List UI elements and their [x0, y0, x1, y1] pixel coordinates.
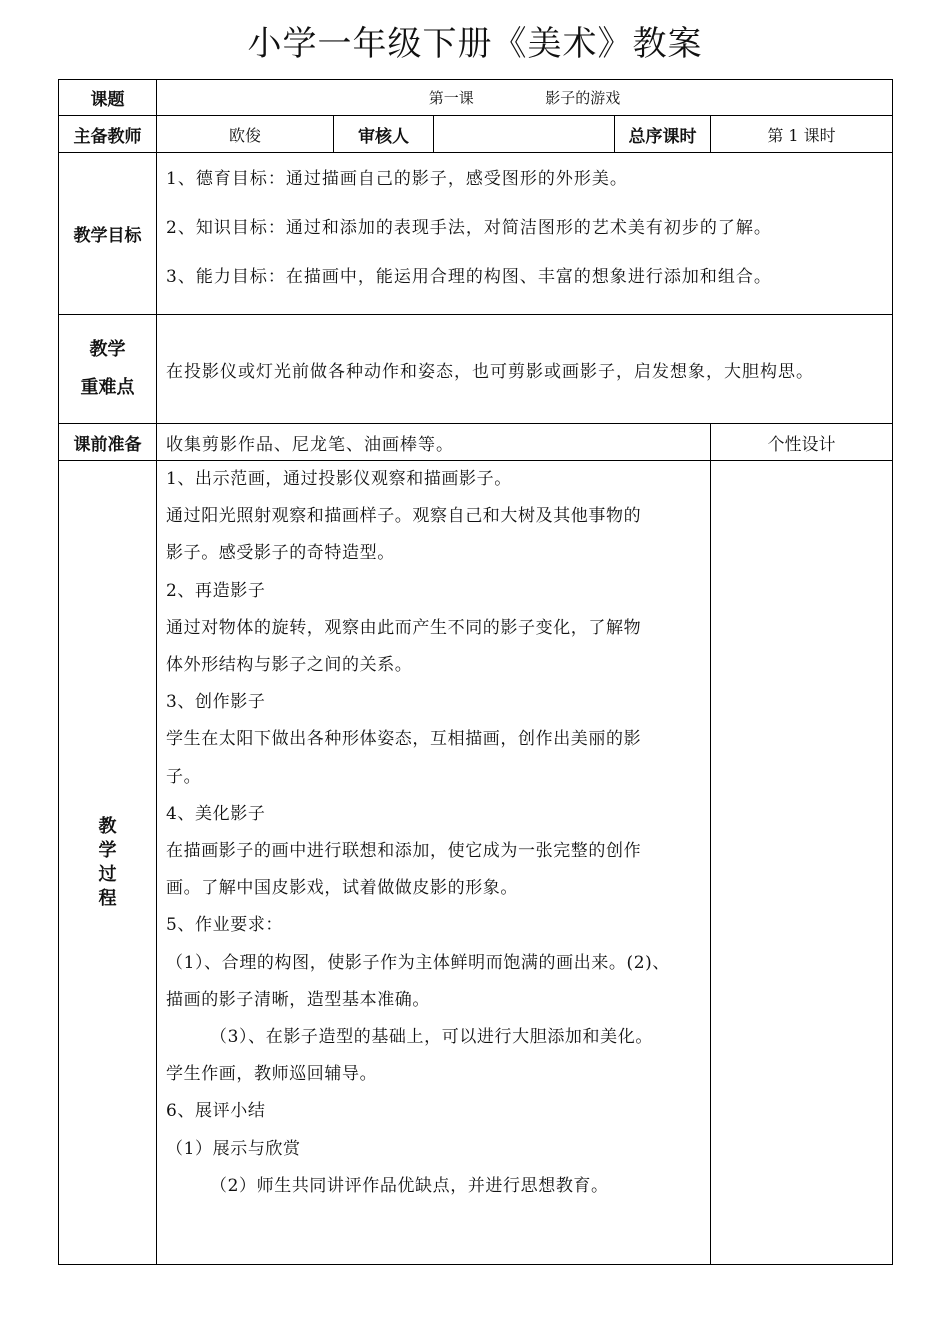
process-line: 6、展评小结: [166, 1101, 266, 1122]
difficulty-label: [59, 315, 157, 424]
lesson-number: 第一课: [428, 89, 474, 107]
process-line: （1）展示与欣赏: [166, 1138, 301, 1159]
teacher-label: 主备教师: [59, 116, 157, 153]
process-line: 画。了解中国皮影戏，试着做做皮影的形象。: [166, 878, 518, 899]
reviewer-label: 审核人: [334, 116, 434, 153]
goals-label: 教学目标: [59, 153, 157, 315]
process-line: 描画的影子清晰，造型基本准确。: [166, 989, 430, 1010]
goal-item: 3、能力目标：在描画中，能运用合理的构图、丰富的想象进行添加和组合。: [166, 267, 772, 287]
teacher-row: [59, 116, 893, 153]
process-line: 子。: [166, 766, 202, 787]
process-line: （2）师生共同讲评作品优缺点，并进行思想教育。: [210, 1175, 609, 1196]
process-line: 5、作业要求：: [166, 915, 284, 936]
process-label-char: 过: [98, 863, 117, 885]
process-line: 4、美化影子: [166, 803, 266, 824]
prep-text: 收集剪影作品、尼龙笔、油画棒等。: [157, 424, 711, 461]
process-label-char: 程: [98, 887, 117, 909]
topic-label: 课题: [59, 80, 157, 116]
goals-cell: [157, 153, 893, 315]
process-line: 3、创作影子: [166, 692, 266, 713]
goal-item: 1、德育目标：通过描画自己的影子，感受图形的外形美。: [166, 169, 628, 189]
difficulty-label-line: 教学: [89, 339, 126, 360]
process-line: （3）、在影子造型的基础上，可以进行大胆添加和美化。: [210, 1027, 653, 1048]
period-label: 总序课时: [615, 116, 711, 153]
process-line: 1、出示范画，通过投影仪观察和描画影子。: [166, 469, 512, 489]
document-title: 小学一年级下册《美术》教案: [247, 24, 703, 64]
lesson-title-cell: [157, 80, 893, 116]
topic-row: [59, 80, 893, 116]
prep-label: 课前准备: [59, 424, 157, 461]
process-line: 学生在太阳下做出各种形体姿态，互相描画，创作出美丽的影: [166, 729, 642, 750]
lesson-plan-table: [58, 79, 893, 1265]
goal-item: 2、知识目标：通过和添加的表现手法，对简洁图形的艺术美有初步的了解。: [166, 218, 772, 238]
difficulty-label-line: 重难点: [80, 377, 135, 398]
lesson-name: 影子的游戏: [545, 89, 621, 107]
process-line: 影子。感受影子的奇特造型。: [166, 543, 395, 564]
design-column: [711, 461, 893, 1265]
process-line: 通过阳光照射观察和描画样子。观察自己和大树及其他事物的: [166, 506, 642, 527]
goals-row: [59, 153, 893, 315]
process-label: [59, 461, 157, 1265]
process-content: [157, 461, 711, 1265]
design-label: 个性设计: [711, 424, 893, 461]
process-line: （1）、合理的构图，使影子作为主体鲜明而饱满的画出来。(2)、: [166, 952, 670, 973]
process-line: 学生作画，教师巡回辅导。: [166, 1064, 378, 1085]
process-label-char: 教: [98, 815, 117, 837]
teacher-value: 欧俊: [157, 116, 334, 153]
process-label-char: 学: [98, 839, 117, 861]
period-value: 第 1 课时: [711, 116, 893, 153]
difficulty-text: 在投影仪或灯光前做各种动作和姿态，也可剪影或画影子，启发想象，大胆构思。: [157, 315, 893, 424]
process-line: 2、再造影子: [166, 580, 266, 601]
process-line: 体外形结构与影子之间的关系。: [166, 655, 413, 676]
difficulty-row: [59, 315, 893, 424]
process-row: [59, 461, 893, 1265]
process-line: 在描画影子的画中进行联想和添加，使它成为一张完整的创作: [166, 841, 642, 862]
reviewer-value: [434, 116, 615, 153]
process-line: 通过对物体的旋转，观察由此而产生不同的影子变化，了解物: [166, 617, 642, 638]
prep-row: [59, 424, 893, 461]
